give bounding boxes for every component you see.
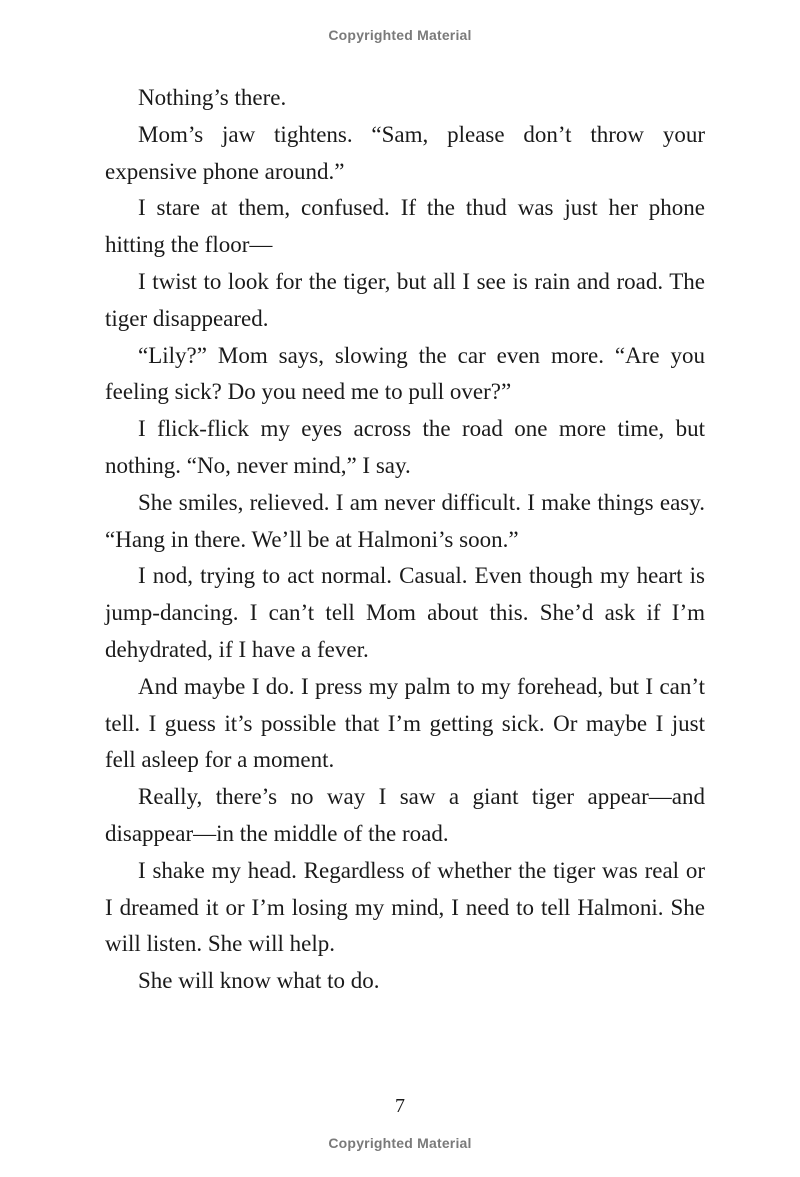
paragraph: She will know what to do.	[138, 968, 380, 994]
paragraph: I shake my head. Regardless of whether the tiger was real or I dreamed it or I’m losing my mind, I need to tell Halmoni. She will listen. She will help.	[105, 857, 705, 957]
copyright-watermark-top: Copyrighted Material	[328, 27, 472, 43]
paragraph: Mom’s jaw tightens. “Sam, please don’t throw your expensive phone around.”	[105, 121, 705, 184]
paragraph: She smiles, relieved. I am never difficult. I make things easy. “Hang in there. We’ll be at Halmoni’s soon.”	[105, 489, 705, 552]
page-number: 7	[395, 1095, 405, 1117]
paragraph: I twist to look for the tiger, but all I see is rain and road. The tiger disappeared.	[105, 268, 705, 331]
paragraph: “Lily?” Mom says, slowing the car even more. “Are you feeling sick? Do you need me to pull over?”	[105, 342, 705, 405]
copyright-watermark-bottom: Copyrighted Material	[328, 1135, 472, 1151]
paragraph: I flick-flick my eyes across the road one more time, but nothing. “No, never mind,” I say.	[105, 416, 705, 478]
paragraph: And maybe I do. I press my palm to my forehead, but I can’t tell. I guess it’s possible that I’m getting sick. Or maybe I just fell asleep for a moment.	[105, 673, 705, 773]
page-body	[105, 80, 705, 1000]
paragraph: I stare at them, confused. If the thud was just her phone hitting the floor—	[105, 195, 705, 258]
paragraph: Really, there’s no way I saw a giant tiger appear—and disappear—in the middle of the road.	[105, 784, 705, 846]
paragraph: I nod, trying to act normal. Casual. Even though my heart is jump-dancing. I can’t tell Mom about this. She’d ask if I’m dehydrated, if I have a fever.	[105, 563, 705, 662]
paragraph: Nothing’s there.	[138, 85, 287, 110]
